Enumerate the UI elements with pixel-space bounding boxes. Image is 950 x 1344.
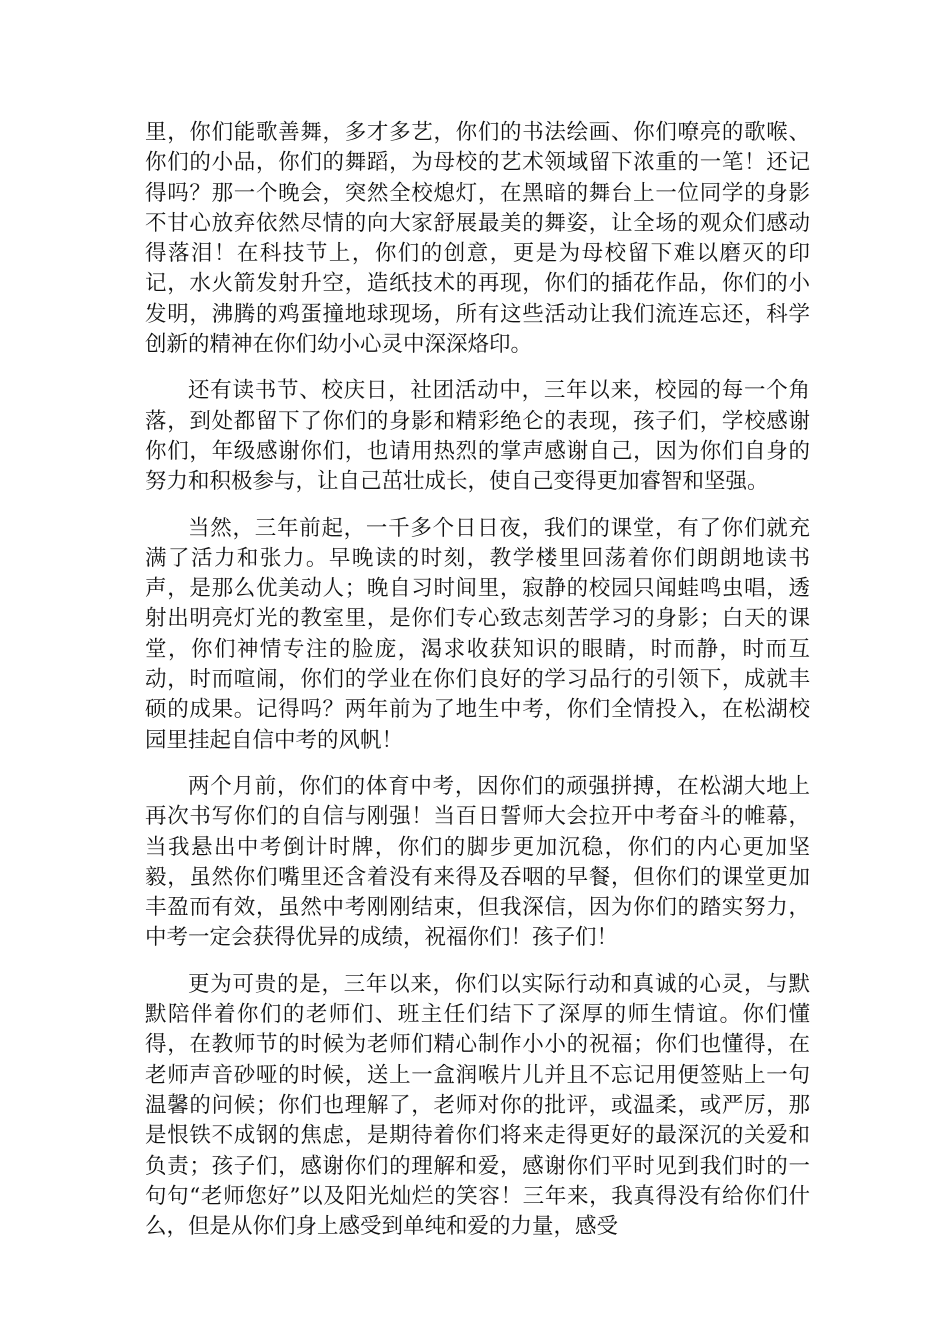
document-page — [145, 118, 810, 1258]
paragraph-2: 还有读书节、校庆日，社团活动中，三年以来，校园的每一个角落，到处都留下了你们的身影和精彩绝仑的表现，孩子们，学校感谢你们，年级感谢你们，也请用热烈的掌声感谢自己，因为你们自身的努力和积极参与，让自己茁壮成长，使自己变得更加睿智和坚强。 — [145, 378, 810, 495]
paragraph-5: 更为可贵的是，三年以来，你们以实际行动和真诚的心灵，与默默陪伴着你们的老师们、班主任们结下了深厚的师生情谊。你们懂得，在教师节的时候为老师们精心制作小小的祝福；你们也懂得，在老师声音砂哑的时候，送上一盒润喉片儿并且不忘记用便签贴上一句温馨的问候；你们也理解了，老师对你的批评，或温柔，或严厉，那是恨铁不成钢的焦虑，是期待着你们将来走得更好的最深沉的关爱和负责；孩子们，感谢你们的理解和爱，感谢你们平时见到我们时的一句句“老师您好”以及阳光灿烂的笑容！三年来，我真得没有给你们什么，但是从你们身上感受到单纯和爱的力量，感受 — [145, 971, 810, 1240]
paragraph-3: 当然，三年前起，一千多个日日夜，我们的课堂，有了你们就充满了活力和张力。早晚读的时刻，教学楼里回荡着你们朗朗地读书声，是那么优美动人；晚自习时间里，寂静的校园只闻蛙鸣虫唱，透射出明亮灯光的教室里，是你们专心致志刻苦学习的身影；白天的课堂，你们神情专注的脸庞，渴求收获知识的眼睛，时而静，时而互动，时而喧闹，你们的学业在你们良好的学习品行的引领下，成就丰硕的成果。记得吗？两年前为了地生中考，你们全情投入，在松湖校园里挂起自信中考的风帆！ — [145, 515, 810, 753]
paragraph-4: 两个月前，你们的体育中考，因你们的顽强拼搏，在松湖大地上再次书写你们的自信与刚强！当百日誓师大会拉开中考奋斗的帷幕，当我悬出中考倒计时牌，你们的脚步更加沉稳，你们的内心更加坚毅，虽然你们嘴里还含着没有来得及吞咽的早餐，但你们的课堂更加丰盈而有效，虽然中考刚刚结束，但我深信，因为你们的踏实努力，中考一定会获得优异的成绩，祝福你们！孩子们！ — [145, 773, 810, 951]
paragraph-1: 里，你们能歌善舞，多才多艺，你们的书法绘画、你们嘹亮的歌喉、你们的小品，你们的舞蹈，为母校的艺术领域留下浓重的一笔！还记得吗？那一个晚会，突然全校熄灯，在黑暗的舞台上一位同学的身影不甘心放弃依然尽情的向大家舒展最美的舞姿，让全场的观众们感动得落泪！在科技节上，你们的创意，更是为母校留下难以磨灭的印记，水火箭发射升空，造纸技术的再现，你们的插花作品，你们的小发明，沸腾的鸡蛋撞地球现场，所有这些活动让我们流连忘还，科学创新的精神在你们幼小心灵中深深烙印。 — [145, 120, 810, 358]
